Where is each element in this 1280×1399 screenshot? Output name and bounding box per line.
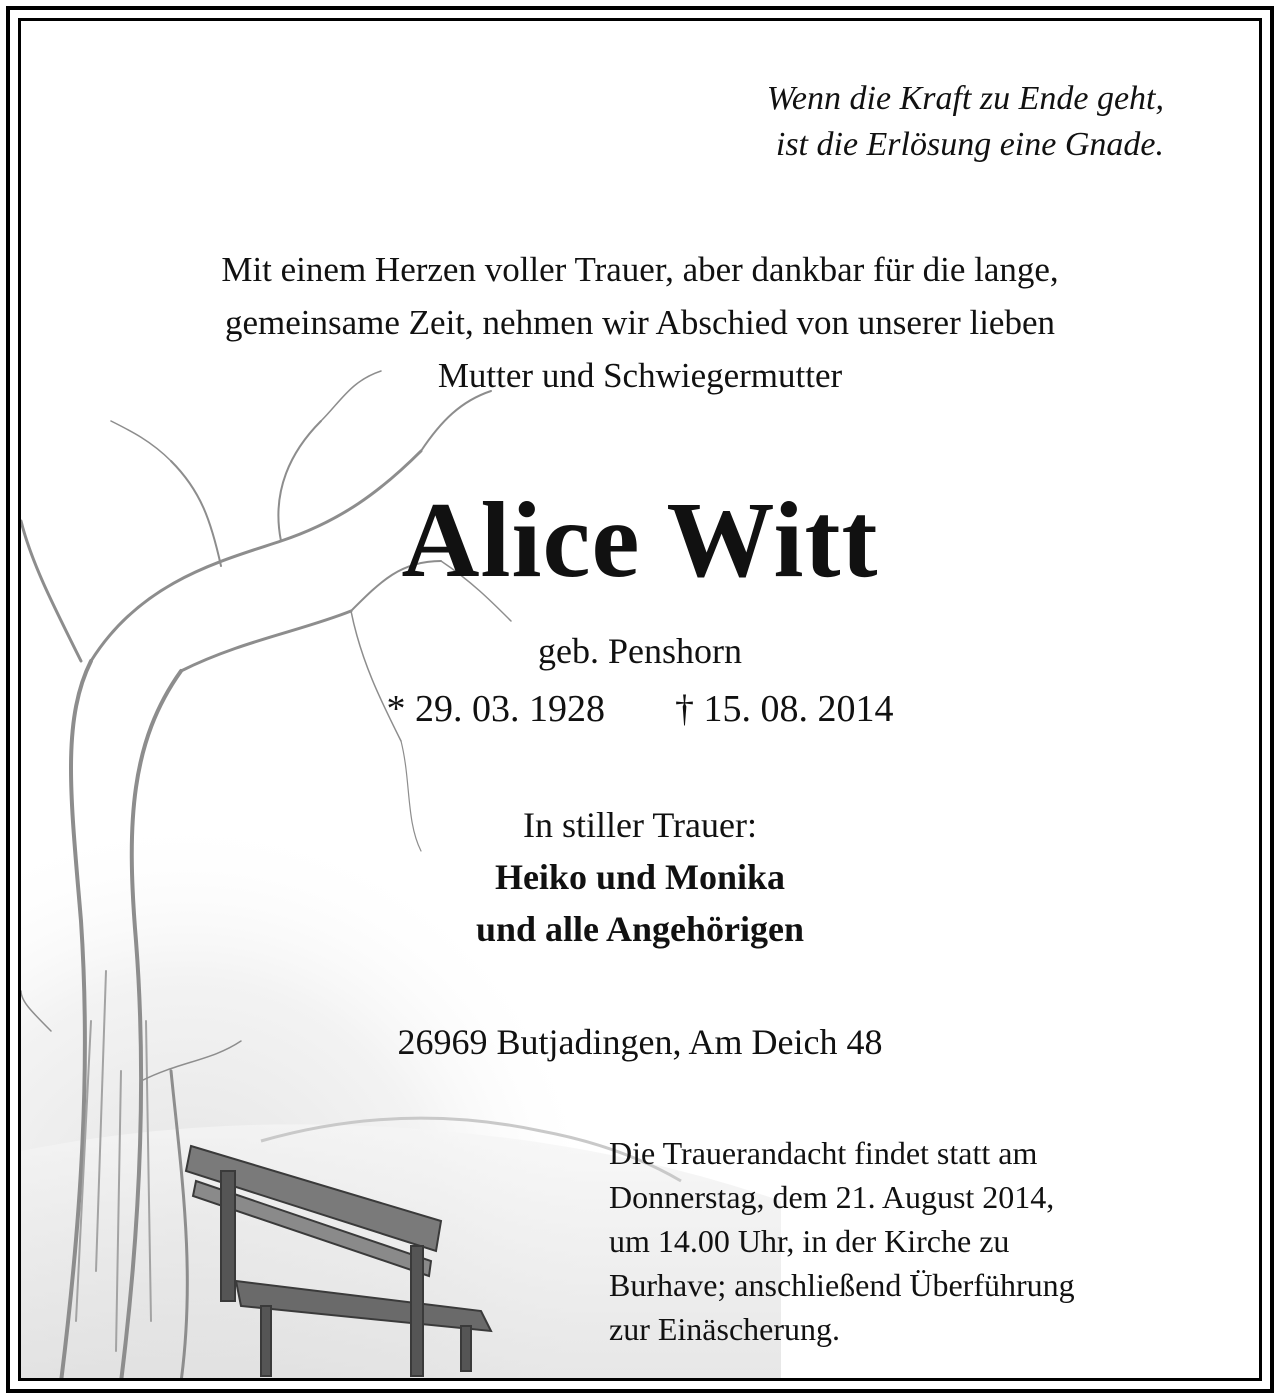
birth-name: geb. Penshorn: [538, 631, 742, 671]
service-line: zur Einäscherung.: [609, 1311, 841, 1347]
motto-quote: [767, 76, 1164, 168]
mourner-line: Heiko und Monika: [494, 857, 786, 897]
service-line: Burhave; anschließend Überführung: [609, 1267, 1075, 1303]
death-date: † 15. 08. 2014: [675, 688, 894, 730]
obituary-notice: [18, 18, 1262, 1381]
mourners-label: In stiller Trauer:: [523, 805, 757, 845]
intro-line: Mit einem Herzen voller Trauer, aber dankbar für die lange,: [221, 250, 1059, 289]
intro-line: Mutter und Schwiegermutter: [437, 356, 843, 395]
motto-line: ist die Erlösung eine Gnade.: [775, 126, 1164, 163]
deceased-name: Alice Witt: [401, 481, 879, 600]
mourners-names: [21, 851, 1259, 955]
intro-text: [21, 243, 1259, 402]
service-line: Die Trauerandacht findet statt am: [609, 1135, 1038, 1171]
address: 26969 Butjadingen, Am Deich 48: [397, 1022, 883, 1062]
mourner-line: und alle Angehörigen: [475, 909, 805, 949]
service-line: um 14.00 Uhr, in der Kirche zu: [609, 1223, 1010, 1259]
life-dates: [21, 684, 1259, 734]
birth-date: * 29. 03. 1928: [386, 688, 605, 730]
intro-line: gemeinsame Zeit, nehmen wir Abschied von unserer lieben: [224, 303, 1056, 342]
service-info: [609, 1131, 1075, 1351]
motto-line: Wenn die Kraft zu Ende geht,: [766, 80, 1164, 117]
notice-outer-border: [6, 6, 1274, 1393]
service-line: Donnerstag, dem 21. August 2014,: [609, 1179, 1055, 1215]
